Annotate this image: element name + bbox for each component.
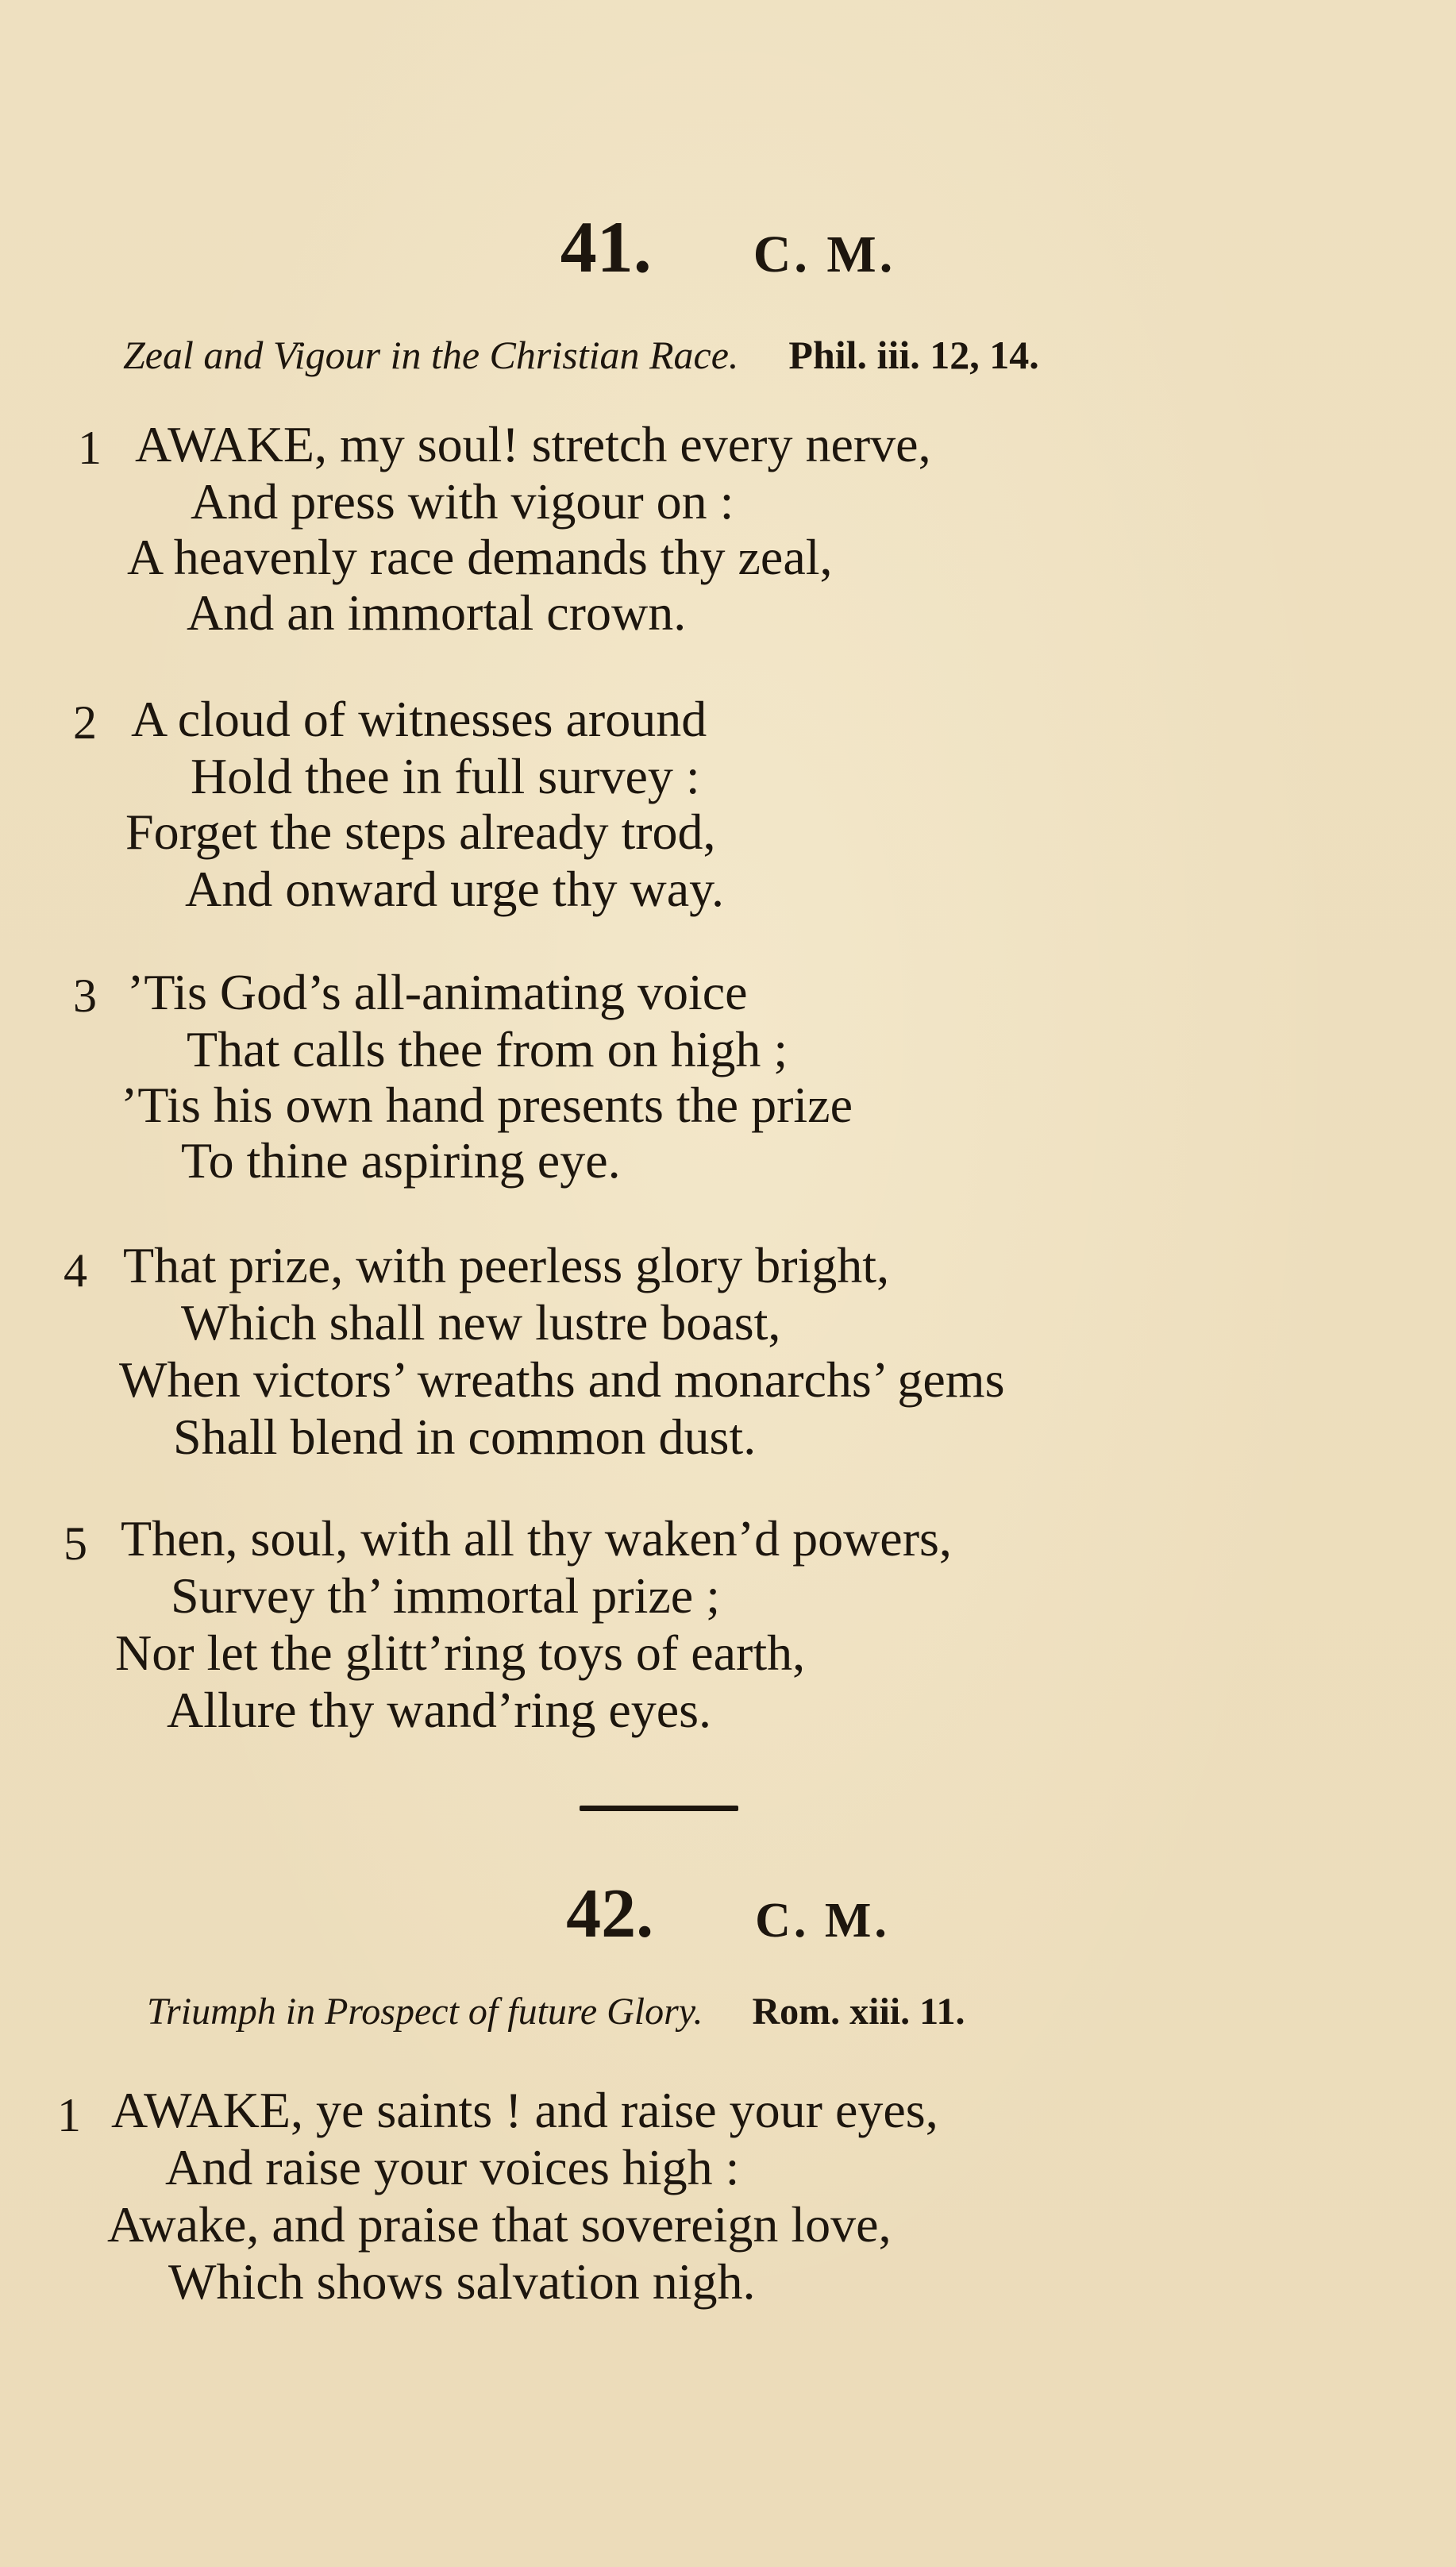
hymn-41-heading [0, 205, 1456, 289]
verse-number: 2 [73, 696, 97, 749]
hymn-41-number: 41. [560, 206, 652, 287]
verse-line: A cloud of witnesses around [131, 691, 707, 747]
section-divider [580, 1806, 738, 1811]
verse-line: Hold thee in full survey : [191, 748, 700, 804]
verse-line: And raise your voices high : [165, 2139, 740, 2195]
verse-line: Awake, and praise that sovereign love, [107, 2196, 892, 2253]
verse-line: That calls thee from on high ; [187, 1021, 788, 1077]
verse-line: Forget the steps already trod, [125, 804, 716, 860]
hymn-42-reference: Rom. xiii. 11. [752, 1991, 965, 2033]
verse-number: 5 [64, 1517, 87, 1570]
hymn-41-reference: Phil. iii. 12, 14. [788, 333, 1039, 377]
verse-number: 1 [78, 422, 102, 474]
verse-line: Survey th’ immortal prize ; [171, 1567, 720, 1624]
hymn-41-meter: C. M. [753, 225, 896, 283]
verse-line: To thine aspiring eye. [181, 1132, 621, 1189]
verse-line: And onward urge thy way. [185, 861, 724, 917]
hymn-42-meter: C. M. [755, 1894, 890, 1948]
verse-line: A heavenly race demands thy zeal, [127, 529, 833, 585]
verse-number: 1 [57, 2089, 81, 2141]
verse-line: Nor let the glitt’ring toys of earth, [115, 1625, 806, 1681]
verse-line: That prize, with peerless glory bright, [123, 1237, 890, 1293]
hymn-42-number: 42. [566, 1875, 654, 1952]
hymn-42-subtitle: Triumph in Prospect of future Glory. [147, 1991, 703, 2033]
verse-number: 3 [73, 969, 97, 1022]
hymn-41-subtitle-row [123, 332, 1039, 378]
hymn-42-heading [0, 1874, 1456, 1954]
verse-line: ’Tis God’s all-animating voice [127, 964, 748, 1020]
verse-line: And press with vigour on : [191, 473, 734, 530]
verse-line: AWAKE, my soul! stretch every nerve, [135, 416, 931, 472]
verse-line: Allure thy wand’ring eyes. [167, 1682, 712, 1738]
verse-line: AWAKE, ye saints ! and raise your eyes, [111, 2082, 938, 2138]
verse-number: 4 [64, 1244, 87, 1297]
verse-line: Which shows salvation nigh. [168, 2253, 756, 2310]
verse-line: When victors’ wreaths and monarchs’ gems [119, 1351, 1005, 1408]
verse-line: ’Tis his own hand presents the prize [121, 1077, 853, 1133]
hymn-42-subtitle-row [147, 1990, 965, 2033]
verse-line: And an immortal crown. [187, 584, 687, 641]
verse-line: Shall blend in common dust. [173, 1409, 757, 1465]
verse-line: Which shall new lustre boast, [181, 1294, 781, 1351]
hymn-41-subtitle: Zeal and Vigour in the Christian Race. [123, 333, 739, 377]
verse-line: Then, soul, with all thy waken’d powers, [121, 1510, 952, 1567]
